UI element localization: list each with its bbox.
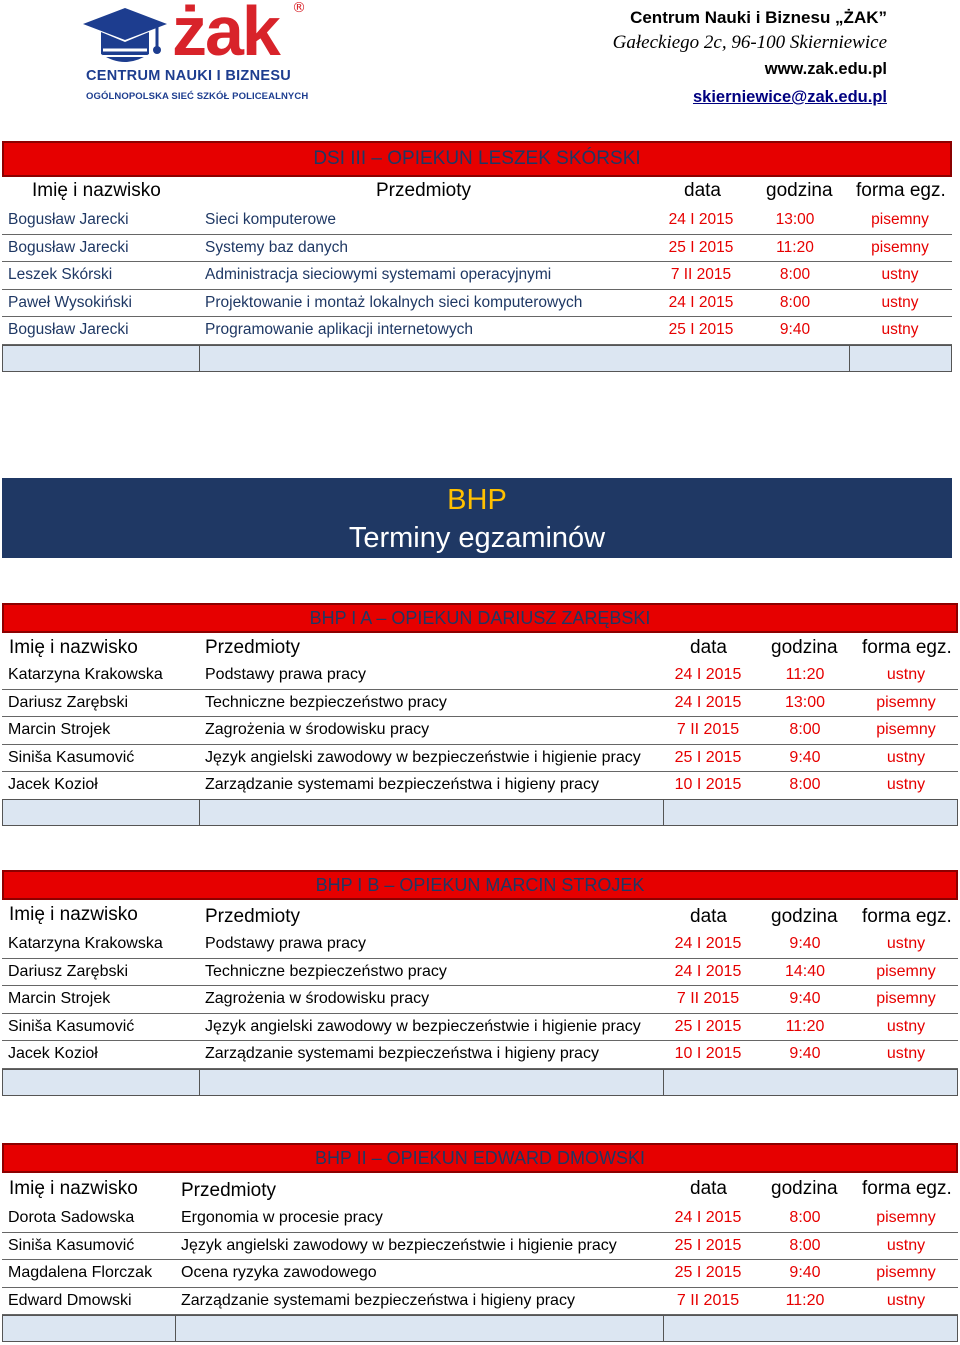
bhp2-header-row <box>0 1175 958 1203</box>
cell-name: Katarzyna Krakowska <box>8 935 163 952</box>
header-date: data <box>690 637 727 658</box>
cell-time: 11:20 <box>785 666 825 683</box>
cell-name: Marcin Strojek <box>8 721 111 738</box>
table-row <box>0 317 958 345</box>
logo-registered: ® <box>292 0 306 16</box>
cell-subject: Programowanie aplikacji internetowych <box>205 321 473 338</box>
bhp-banner <box>2 478 952 558</box>
bhp2-title: BHP II – OPIEKUN EDWARD DMOWSKI <box>314 1148 646 1168</box>
cell-name: Bogusław Jarecki <box>8 238 129 256</box>
cell-subject: Ocena ryzyka zawodowego <box>181 1264 377 1281</box>
header-time: godzina <box>771 906 838 927</box>
cell-name: Leszek Skórski <box>8 266 113 283</box>
cell-date: 25 I 2015 <box>674 1236 742 1254</box>
bhp1b-title: BHP I B – OPIEKUN MARCIN STROJEK <box>315 875 645 895</box>
cell-date: 7 II 2015 <box>670 266 732 283</box>
cell-name: Dorota Sadowska <box>8 1209 135 1226</box>
cell-form: pisemny <box>876 990 936 1007</box>
bhp1b-header-row <box>0 901 958 929</box>
table-row <box>0 1205 958 1233</box>
header-form: forma egz. <box>856 180 946 201</box>
header-subject: Przedmioty <box>181 1180 277 1201</box>
cell-form: pisemny <box>871 238 929 256</box>
cell-subject: Zagrożenia w środowisku pracy <box>205 990 430 1007</box>
logo <box>80 0 320 106</box>
cell-form: ustny <box>881 266 919 283</box>
cell-date: 24 I 2015 <box>674 935 742 952</box>
cell-name: Marcin Strojek <box>8 990 111 1007</box>
cell-time: 14:40 <box>784 962 826 980</box>
logo-line2: OGÓLNOPOLSKA SIEĆ SZKÓŁ POLICEALNYCH <box>86 91 309 102</box>
cell-form: pisemny <box>871 211 929 228</box>
cell-date: 7 II 2015 <box>676 990 740 1007</box>
table-row <box>0 959 958 987</box>
cell-subject: Język angielski zawodowy w bezpieczeństwie i higienie pracy <box>205 748 641 766</box>
header-date: data <box>690 1178 727 1199</box>
cell-date: 25 I 2015 <box>674 748 742 766</box>
header-name: Imię i nazwisko <box>9 1178 138 1199</box>
bhp1b-title-bar <box>2 870 958 900</box>
table-row <box>0 931 958 959</box>
cell-form: ustny <box>886 1236 926 1254</box>
header-subject: Przedmioty <box>205 906 301 927</box>
graduation-cap-icon <box>83 4 168 72</box>
cell-name: Jacek Kozioł <box>8 1045 98 1062</box>
cell-form: ustny <box>886 776 926 793</box>
cell-time: 8:00 <box>789 776 821 793</box>
table-row <box>0 690 958 718</box>
cell-name: Katarzyna Krakowska <box>8 666 163 683</box>
cell-name: Siniša Kasumović <box>8 748 135 766</box>
table-row <box>0 717 958 745</box>
cell-time: 8:00 <box>789 1236 821 1254</box>
header-form: forma egz. <box>862 637 952 658</box>
contact-name: Centrum Nauki i Biznesu „ŻAK” <box>630 8 887 27</box>
cell-form: ustny <box>886 1017 926 1035</box>
cell-subject: Systemy baz danych <box>205 238 349 256</box>
header-date: data <box>690 906 727 927</box>
cell-subject: Zagrożenia w środowisku pracy <box>205 721 430 738</box>
cell-date: 7 II 2015 <box>676 721 740 738</box>
cell-subject: Język angielski zawodowy w bezpieczeństwie i higienie pracy <box>205 1017 641 1035</box>
cell-name: Bogusław Jarecki <box>8 211 129 228</box>
cell-time: 9:40 <box>789 1264 821 1281</box>
cell-date: 24 I 2015 <box>674 962 742 980</box>
cell-date: 10 I 2015 <box>674 1045 742 1062</box>
logo-line1: CENTRUM NAUKI I BIZNESU <box>86 68 292 84</box>
cell-date: 10 I 2015 <box>674 776 742 793</box>
bhp1a-title: BHP I A – OPIEKUN DARIUSZ ZARĘBSKI <box>309 608 651 628</box>
cell-subject: Ergonomia w procesie pracy <box>181 1209 383 1226</box>
dsi-header-row <box>0 178 952 206</box>
cell-form: ustny <box>886 666 926 683</box>
cell-date: 24 I 2015 <box>668 293 734 311</box>
table-row <box>0 290 958 318</box>
cell-time: 9:40 <box>789 748 821 766</box>
table-row <box>0 1041 958 1069</box>
bhp2-title-bar <box>2 1143 958 1173</box>
dsi-empty-row <box>2 345 952 372</box>
cell-date: 24 I 2015 <box>674 666 742 683</box>
header-subject: Przedmioty <box>205 637 301 658</box>
table-row <box>0 235 958 263</box>
cell-time: 9:40 <box>789 935 821 952</box>
cell-subject: Administracja sieciowymi systemami operacyjnymi <box>205 266 552 283</box>
cell-form: pisemny <box>876 721 936 738</box>
cell-name: Dariusz Zarębski <box>8 693 129 711</box>
cell-date: 24 I 2015 <box>668 211 734 228</box>
header-time: godzina <box>771 637 838 658</box>
cell-form: pisemny <box>876 1264 936 1281</box>
cell-subject: Podstawy prawa pracy <box>205 666 366 683</box>
cell-date: 25 I 2015 <box>674 1017 742 1035</box>
table-row <box>0 1233 958 1261</box>
cell-time: 13:00 <box>784 693 826 711</box>
table-row <box>0 662 958 690</box>
header-form: forma egz. <box>862 906 952 927</box>
contact-block <box>613 6 887 111</box>
cell-subject: Techniczne bezpieczeństwo pracy <box>205 693 447 711</box>
table-row <box>0 1260 958 1288</box>
cell-subject: Techniczne bezpieczeństwo pracy <box>205 962 447 980</box>
cell-subject: Zarządzanie systemami bezpieczeństwa i higieny pracy <box>181 1291 575 1309</box>
cell-form: ustny <box>886 935 926 952</box>
bhp2-empty-row <box>2 1315 958 1342</box>
cell-name: Siniša Kasumović <box>8 1236 135 1254</box>
cell-subject: Projektowanie i montaż lokalnych sieci komputerowych <box>205 293 583 311</box>
cell-subject: Zarządzanie systemami bezpieczeństwa i higieny pracy <box>205 1045 599 1062</box>
cell-form: pisemny <box>876 693 936 711</box>
cell-form: ustny <box>886 1291 926 1309</box>
header-name: Imię i nazwisko <box>9 637 138 658</box>
bhp-banner-title: BHP <box>447 484 507 516</box>
header-subject: Przedmioty <box>376 180 472 201</box>
header-form: forma egz. <box>862 1178 952 1199</box>
cell-time: 9:40 <box>779 321 811 338</box>
cell-subject: Sieci komputerowe <box>205 211 336 228</box>
cell-time: 8:00 <box>779 293 811 311</box>
table-row <box>0 262 958 290</box>
table-row <box>0 1288 958 1316</box>
table-row <box>0 745 958 773</box>
bhp1b-empty-row <box>2 1069 958 1096</box>
cell-date: 24 I 2015 <box>674 693 742 711</box>
cell-name: Edward Dmowski <box>8 1291 132 1309</box>
cell-time: 11:20 <box>776 238 814 256</box>
cell-date: 7 II 2015 <box>676 1291 740 1309</box>
header-time: godzina <box>771 1178 838 1199</box>
cell-form: ustny <box>886 748 926 766</box>
cell-time: 9:40 <box>789 990 821 1007</box>
header-name: Imię i nazwisko <box>9 904 138 925</box>
bhp1a-header-row <box>0 634 958 662</box>
cell-time: 8:00 <box>779 266 811 283</box>
cell-time: 8:00 <box>789 721 821 738</box>
cell-name: Dariusz Zarębski <box>8 962 129 980</box>
cell-time: 9:40 <box>789 1045 821 1062</box>
cell-subject: Język angielski zawodowy w bezpieczeństwie i higienie pracy <box>181 1236 617 1254</box>
logo-brand: żak <box>172 0 279 70</box>
table-row <box>0 1014 958 1042</box>
cell-date: 24 I 2015 <box>674 1209 742 1226</box>
cell-subject: Podstawy prawa pracy <box>205 935 366 952</box>
contact-www[interactable]: www.zak.edu.pl <box>764 60 887 78</box>
cell-name: Magdalena Florczak <box>8 1264 153 1281</box>
dsi-title: DSI III – OPIEKUN LESZEK SKÓRSKI <box>313 148 641 169</box>
dsi-title-bar <box>2 141 952 177</box>
table-row <box>0 986 958 1014</box>
header-time: godzina <box>766 180 833 201</box>
cell-name: Siniša Kasumović <box>8 1017 135 1035</box>
header-date: data <box>684 180 721 201</box>
cell-date: 25 I 2015 <box>674 1264 742 1281</box>
cell-time: 11:20 <box>785 1291 825 1309</box>
cell-form: ustny <box>886 1045 926 1062</box>
table-row <box>0 207 958 235</box>
cell-time: 11:20 <box>785 1017 825 1035</box>
cell-form: pisemny <box>876 962 936 980</box>
cell-name: Jacek Kozioł <box>8 776 98 793</box>
cell-time: 8:00 <box>789 1209 821 1226</box>
bhp1a-title-bar <box>2 603 958 633</box>
header-name: Imię i nazwisko <box>32 180 161 201</box>
table-row <box>0 772 958 800</box>
cell-time: 13:00 <box>775 211 815 228</box>
cell-form: ustny <box>881 293 919 311</box>
cell-form: ustny <box>881 321 919 338</box>
contact-address: Gałeckiego 2c, 96-100 Skierniewice <box>612 32 887 53</box>
cell-name: Bogusław Jarecki <box>8 321 129 338</box>
cell-date: 25 I 2015 <box>668 321 734 338</box>
bhp1a-empty-row <box>2 799 958 826</box>
cell-date: 25 I 2015 <box>668 238 734 256</box>
cell-form: pisemny <box>876 1209 936 1226</box>
cell-name: Paweł Wysokiński <box>8 293 132 311</box>
cell-subject: Zarządzanie systemami bezpieczeństwa i higieny pracy <box>205 776 599 793</box>
bhp-banner-subtitle: Terminy egzaminów <box>348 522 606 554</box>
contact-email[interactable]: skierniewice@zak.edu.pl <box>692 88 887 106</box>
